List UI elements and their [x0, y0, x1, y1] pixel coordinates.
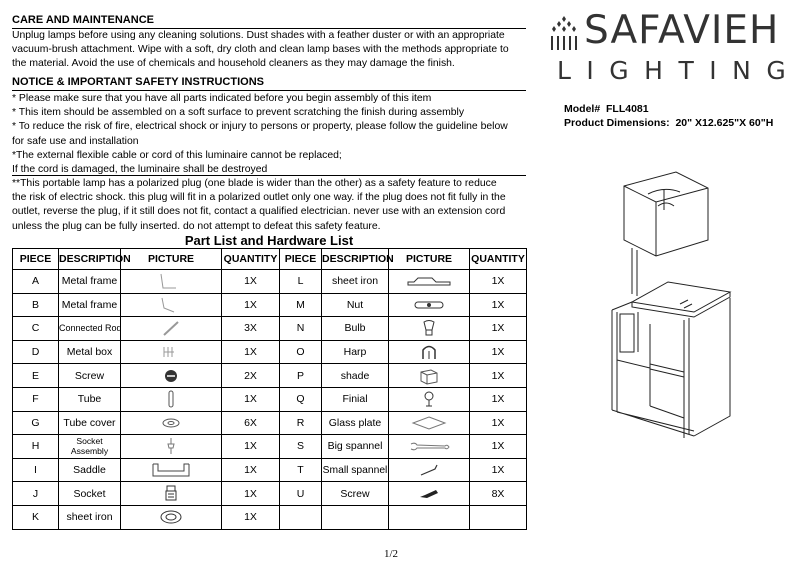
description-cell: Small spannel: [322, 458, 389, 482]
piece-cell: [280, 505, 322, 529]
table-row: [13, 364, 527, 388]
metal-frame-icon: [156, 272, 186, 290]
piece-cell: S: [280, 435, 322, 459]
quantity-cell: 1X: [470, 293, 527, 317]
description-cell: Metal frame: [59, 270, 121, 294]
notice-line: * To reduce the risk of fire, electrical shock or injury to persons or property, please follow the guideline below: [12, 121, 508, 133]
saddle-icon: [149, 460, 193, 480]
picture-cell: [389, 293, 470, 317]
table-row: [13, 317, 527, 341]
quantity-cell: 1X: [222, 482, 280, 506]
quantity-cell: 1X: [222, 387, 280, 411]
picture-cell: [121, 482, 222, 506]
description-cell: Metal frame: [59, 293, 121, 317]
quantity-cell: 1X: [470, 340, 527, 364]
piece-cell: E: [13, 364, 59, 388]
piece-cell: D: [13, 340, 59, 364]
description-cell: Socket: [59, 482, 121, 506]
picture-cell: [389, 364, 470, 388]
page-number: 1/2: [384, 548, 399, 560]
picture-cell: [121, 293, 222, 317]
piece-cell: N: [280, 317, 322, 341]
table-row: [13, 482, 527, 506]
picture-cell: [389, 317, 470, 341]
picture-cell: [389, 340, 470, 364]
quantity-cell: 1X: [470, 411, 527, 435]
piece-cell: L: [280, 270, 322, 294]
socket-icon: [161, 484, 181, 504]
quantity-cell: 1X: [470, 387, 527, 411]
nut-icon: [409, 299, 449, 311]
quantity-cell: 1X: [222, 458, 280, 482]
table-row: [13, 340, 527, 364]
piece-cell: U: [280, 482, 322, 506]
dimensions-line: [564, 117, 773, 129]
description-cell: Metal box: [59, 340, 121, 364]
description-cell: Saddle: [59, 458, 121, 482]
quantity-cell: 1X: [222, 505, 280, 529]
floor-lamp-illustration: [598, 164, 738, 444]
shade-icon: [418, 367, 440, 385]
description-cell: Finial: [322, 387, 389, 411]
quantity-cell: [470, 505, 527, 529]
piece-cell: J: [13, 482, 59, 506]
parts-table: [12, 248, 527, 530]
notice-title: NOTICE & IMPORTANT SAFETY INSTRUCTIONS: [12, 76, 264, 88]
table-row: [13, 458, 527, 482]
description-cell: [322, 505, 389, 529]
piece-cell: I: [13, 458, 59, 482]
description-cell: Tube: [59, 387, 121, 411]
piece-cell: A: [13, 270, 59, 294]
picture-cell: [121, 435, 222, 459]
piece-cell: O: [280, 340, 322, 364]
care-title: CARE AND MAINTENANCE: [12, 14, 154, 26]
notice-line: *The external flexible cable or cord of this luminaire cannot be replaced;: [12, 149, 342, 161]
care-line: vacuum-brush attachment. Wipe with a soft, dry cloth and clean lamp bases with the methods appropriate to: [12, 44, 509, 56]
table-row: [13, 505, 527, 529]
description-cell: Screw: [322, 482, 389, 506]
header-picture: PICTURE: [389, 249, 470, 270]
description-cell: Tube cover: [59, 411, 121, 435]
description-cell: Connected Rod: [59, 317, 121, 341]
piece-cell: F: [13, 387, 59, 411]
header-piece: PIECE: [13, 249, 59, 270]
notice-text: [12, 92, 528, 177]
picture-cell: [389, 387, 470, 411]
care-line: Unplug lamps before using any cleaning solutions. Dust shades with a feather duster or with an appropriate: [12, 30, 505, 41]
bulb-icon: [419, 319, 439, 337]
piece-cell: K: [13, 505, 59, 529]
table-row: [13, 293, 527, 317]
piece-cell: H: [13, 435, 59, 459]
header-picture: PICTURE: [121, 249, 222, 270]
piece-cell: R: [280, 411, 322, 435]
header-piece: PIECE: [280, 249, 322, 270]
table-row: [13, 435, 527, 459]
picture-cell: [121, 505, 222, 529]
description-cell: Socket Assembly: [59, 435, 121, 459]
screw-icon: [416, 487, 442, 501]
brand-name: SAFAVIEH: [584, 8, 780, 53]
picture-cell: [121, 270, 222, 294]
description-cell: Glass plate: [322, 411, 389, 435]
picture-cell: [121, 387, 222, 411]
plug-text: [12, 177, 528, 234]
brand-sub: LIGHTING: [557, 56, 802, 85]
quantity-cell: 1X: [222, 270, 280, 294]
header-description: DESCRIPTION: [59, 249, 121, 270]
sheet-iron-icon: [406, 274, 452, 288]
piece-cell: Q: [280, 387, 322, 411]
picture-cell: [389, 435, 470, 459]
quantity-cell: 1X: [470, 270, 527, 294]
piece-cell: T: [280, 458, 322, 482]
tube-icon: [161, 389, 181, 409]
socket-assembly-icon: [161, 436, 181, 456]
care-line: the material. Avoid the use of chemicals and household cleaners as they may damage the finish.: [12, 58, 455, 70]
care-text: [12, 29, 528, 72]
picture-cell: [121, 340, 222, 364]
screw-icon: [161, 367, 181, 385]
quantity-cell: 1X: [470, 317, 527, 341]
small-spanner-icon: [417, 463, 441, 477]
description-cell: Bulb: [322, 317, 389, 341]
plug-line: unless the plug can be fully inserted. do not attempt to defeat this safety feature.: [12, 220, 381, 232]
plug-line: outlet, reverse the plug, if it still does not fit, contact a qualified electrician. never use with an extension cord: [12, 206, 506, 218]
table-header-row: [13, 249, 527, 270]
description-cell: shade: [322, 364, 389, 388]
quantity-cell: 1X: [222, 435, 280, 459]
description-cell: Harp: [322, 340, 389, 364]
parts-title: Part List and Hardware List: [184, 233, 354, 248]
picture-cell: [389, 270, 470, 294]
tube-cover-icon: [159, 415, 183, 431]
table-row: [13, 387, 527, 411]
header-quantity: QUANTITY: [470, 249, 527, 270]
notice-line: for safe use and installation: [12, 135, 139, 147]
dimensions-value: 20" X12.625"X 60"H: [675, 117, 774, 129]
piece-cell: C: [13, 317, 59, 341]
connected-rod-icon: [156, 319, 186, 337]
plug-rule: [12, 175, 526, 176]
description-cell: sheet iron: [59, 505, 121, 529]
plug-line: **This portable lamp has a polarized plug (one blade is wider than the other) as a safety feature to reduce: [12, 178, 497, 189]
model-value: FLL4081: [606, 103, 649, 115]
description-cell: Big spannel: [322, 435, 389, 459]
picture-cell: [121, 411, 222, 435]
metal-box-icon: [156, 343, 186, 361]
model-line: [564, 103, 649, 115]
glass-plate-icon: [411, 415, 447, 431]
header-description: DESCRIPTION: [322, 249, 389, 270]
quantity-cell: 2X: [222, 364, 280, 388]
picture-cell: [121, 458, 222, 482]
picture-cell: [121, 364, 222, 388]
quantity-cell: 1X: [470, 435, 527, 459]
picture-cell: [389, 482, 470, 506]
piece-cell: G: [13, 411, 59, 435]
description-cell: Screw: [59, 364, 121, 388]
quantity-cell: 1X: [470, 364, 527, 388]
picture-cell: [389, 458, 470, 482]
model-label: Model#: [564, 103, 601, 115]
description-cell: sheet iron: [322, 270, 389, 294]
notice-rule: [12, 90, 526, 91]
harp-icon: [419, 343, 439, 361]
table-row: [13, 270, 527, 294]
plug-line: the risk of electric shock. this plug will fit in a polarized outlet only one way. if the plug does not fit fully in the: [12, 192, 506, 204]
picture-cell: [389, 411, 470, 435]
sheet-iron-ring-icon: [157, 508, 185, 526]
finial-icon: [419, 390, 439, 408]
quantity-cell: 1X: [470, 458, 527, 482]
quantity-cell: 1X: [222, 340, 280, 364]
metal-frame-icon: [156, 296, 186, 314]
quantity-cell: 3X: [222, 317, 280, 341]
picture-cell: [389, 505, 470, 529]
piece-cell: P: [280, 364, 322, 388]
header-quantity: QUANTITY: [222, 249, 280, 270]
quantity-cell: 1X: [222, 293, 280, 317]
quantity-cell: 6X: [222, 411, 280, 435]
notice-line: If the cord is damaged, the luminaire shall be destroyed: [12, 164, 268, 176]
notice-line: * Please make sure that you have all parts indicated before you begin assembly of this item: [12, 93, 432, 104]
picture-cell: [121, 317, 222, 341]
piece-cell: B: [13, 293, 59, 317]
quantity-cell: 8X: [470, 482, 527, 506]
dimensions-label: Product Dimensions:: [564, 117, 670, 129]
notice-line: * This item should be assembled on a soft surface to prevent scratching the finish during assembly: [12, 107, 465, 119]
big-spanner-icon: [407, 440, 451, 452]
chandelier-logo-icon: [548, 14, 580, 52]
table-row: [13, 411, 527, 435]
description-cell: Nut: [322, 293, 389, 317]
piece-cell: M: [280, 293, 322, 317]
